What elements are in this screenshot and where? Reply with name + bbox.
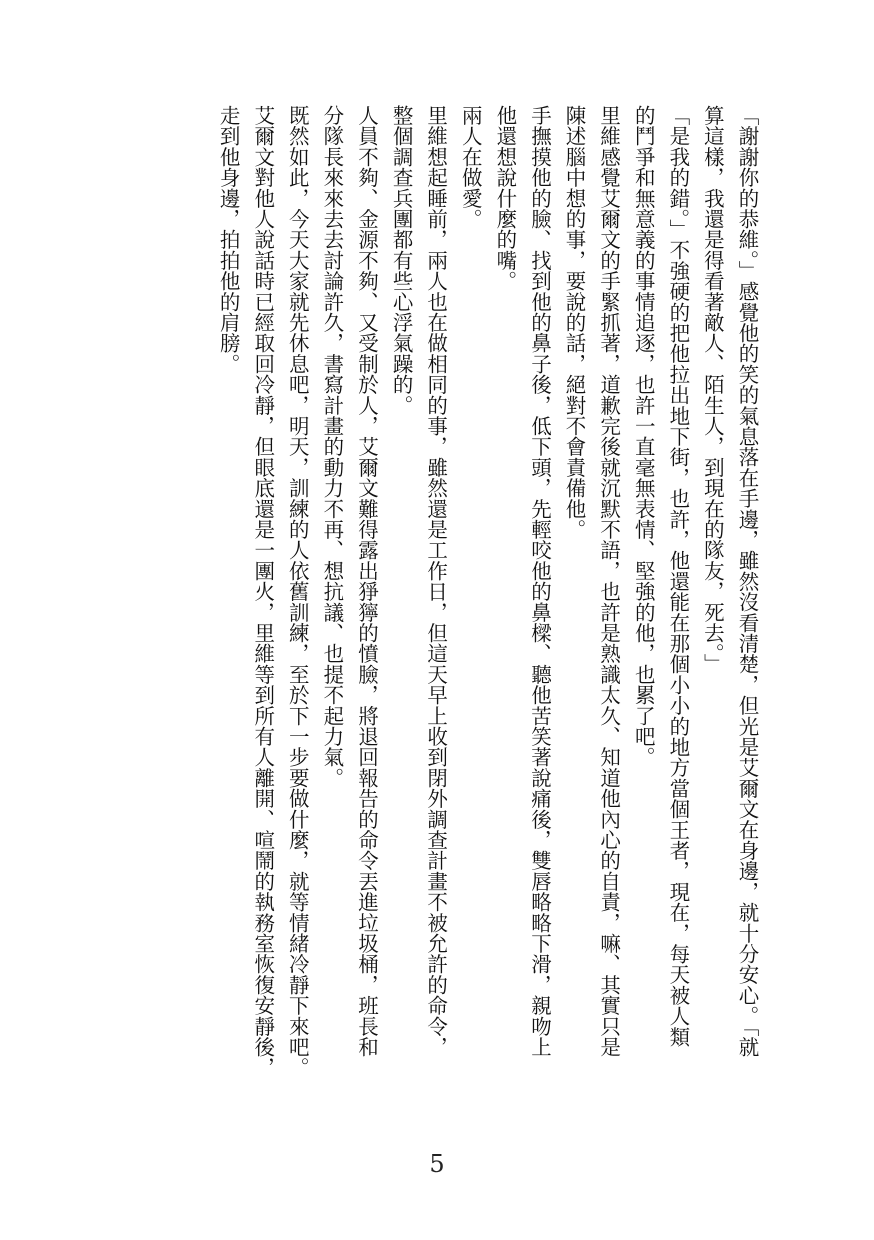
- text-line: 既然如此，今天大家就先休息吧，明天，訓練的人依舊訓練，至於下一步要做什麼，就等情緒冷靜下來吧。: [285, 105, 310, 1078]
- text-line: 「是我的錯。」不強硬的把他拉出地下街，也許，他還能在那個小小的地方當個王者，現在，每天被人類: [665, 105, 690, 1047]
- text-line: 里維想起睡前，兩人也在做相同的事，雖然還是工作日，但這天早上收到閉外調查計畫不被允許的命令，: [423, 105, 448, 1058]
- text-line: 艾爾文對他人說話時已經取回冷靜，但眼底還是一團火，里維等到所有人離開、喧鬧的執務室恢復安靜後，: [250, 105, 275, 1078]
- page-number: 5: [429, 1150, 445, 1178]
- vertical-text-body: [211, 105, 765, 1145]
- text-line: 兩人在做愛。: [458, 105, 483, 230]
- text-line: 手撫摸他的臉、找到他的鼻子後，低下頭，先輕咬他的鼻樑、聽他苦笑著說痛後，雙唇略略下滑，親吻上: [527, 105, 552, 1058]
- text-line: 整個調查兵團都有些心浮氣躁的。: [389, 105, 414, 416]
- text-line: 分隊長來來去去討論許久，書寫計畫的動力不再、想抗議、也提不起力氣。: [319, 105, 344, 789]
- text-line: 里維感覺艾爾文的手緊抓著，道歉完後就沉默不語，也許是熟識太久、知道他內心的自責，嘛、其實只是: [596, 105, 621, 1058]
- text-line: 陳述腦中想的事，要說的話，絕對不會責備他。: [562, 105, 587, 540]
- text-line: 走到他身邊，拍拍他的肩膀。: [216, 105, 241, 375]
- text-line: 的鬥爭和無意義的事情追逐，也許一直毫無表情、堅強的他，也累了吧。: [631, 105, 656, 768]
- text-line: 人員不夠、金源不夠、又受制於人，艾爾文難得露出猙獰的憤臉，將退回報告的命令丟進垃圾桶，班長和: [354, 105, 379, 1058]
- text-line: 他還想說什麼的嘴。: [492, 105, 517, 292]
- text-line: 「謝謝你的恭維。」感覺他的笑的氣息落在手邊，雖然沒看清楚，但光是艾爾文在身邊，就十分安心。「就: [735, 105, 759, 1058]
- text-line: 算這樣，我還是得看著敵人、陌生人，到現在的隊友，死去。」: [700, 105, 725, 675]
